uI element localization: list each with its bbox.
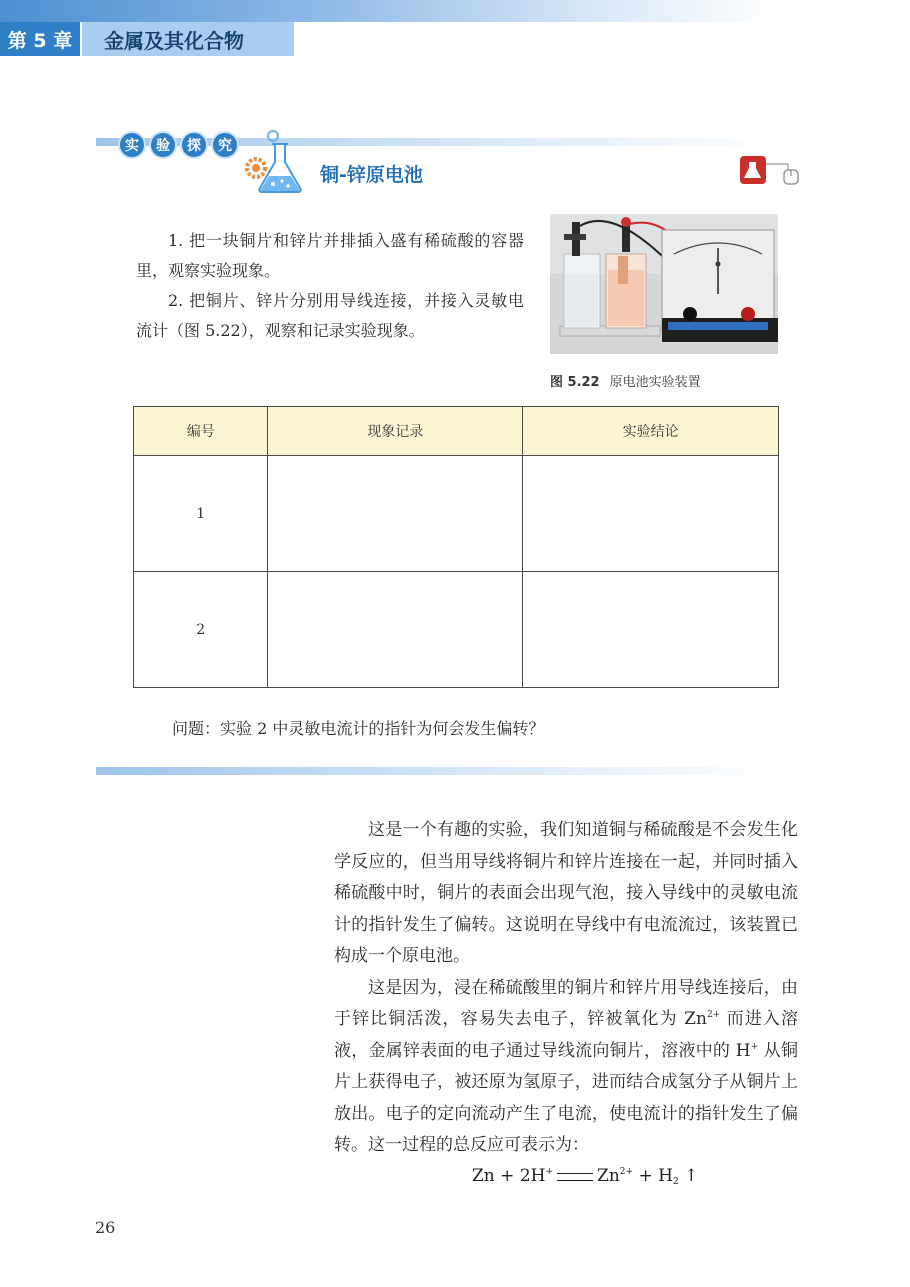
badge-char-4: 究	[211, 131, 239, 159]
step-1: 1. 把一块铜片和锌片并排插入盛有稀硫酸的容器里，观察实验现象。	[136, 231, 524, 280]
header-conclusion: 实验结论	[523, 407, 779, 456]
paragraph-2	[334, 973, 798, 1162]
chapter-title: 金属及其化合物	[82, 22, 294, 56]
paragraph-2-part-b: 而进入溶液，金属锌表面的电子通过导线流向铜片，溶液中的 H	[334, 1009, 799, 1061]
main-text	[334, 815, 798, 1162]
experiment-tools-icon	[738, 154, 808, 186]
observation-table	[133, 406, 779, 688]
table-row	[134, 456, 779, 572]
paragraph-2-part-a: 这是因为，浸在稀硫酸里的铜片和锌片用导线连接后，由于锌比铜活泼，容易失去电子，锌被氧化为 Zn	[334, 977, 798, 1029]
header-observation: 现象记录	[268, 407, 523, 456]
eq-h2-subscript: 2	[672, 1177, 679, 1187]
table-header-row	[134, 407, 779, 456]
badge-char-1: 实	[118, 131, 146, 159]
header-id: 编号	[134, 407, 268, 456]
gas-arrow-icon: ↑	[678, 1166, 699, 1186]
badge-char-3: 探	[180, 131, 208, 159]
row-id: 1	[134, 456, 268, 572]
section-divider	[96, 767, 782, 775]
eq-plus-h2: + H	[633, 1166, 673, 1186]
chapter-label: 第 5 章	[0, 22, 80, 56]
row-observation[interactable]	[268, 572, 523, 688]
figure-number: 图 5.22	[550, 375, 600, 390]
figure-caption-text: 原电池实验装置	[609, 375, 701, 390]
page-number: 26	[95, 1218, 116, 1237]
row-conclusion[interactable]	[523, 456, 779, 572]
row-conclusion[interactable]	[523, 572, 779, 688]
eq-zn-charge: 2+	[619, 1167, 634, 1177]
row-id: 2	[134, 572, 268, 688]
equals-sign	[557, 1173, 593, 1181]
eq-h-charge: +	[545, 1167, 554, 1177]
experiment-badge	[118, 131, 239, 159]
h-charge: +	[750, 1041, 759, 1052]
table-row	[134, 572, 779, 688]
figure-caption	[550, 371, 800, 390]
header-band	[0, 0, 910, 22]
experiment-steps	[136, 226, 524, 346]
experiment-question: 问题：实验 2 中灵敏电流计的指针为何会发生偏转？	[172, 719, 545, 738]
badge-char-2: 验	[149, 131, 177, 159]
paragraph-1: 这是一个有趣的实验，我们知道铜与稀硫酸是不会发生化学反应的，但当用导线将铜片和锌片连接在一起，并同时插入稀硫酸中时，铜片的表面会出现气泡，接入导线中的灵敏电流计的指针发生了偏转。这说明在导线中有电流流过，该装置已构成一个原电池。	[334, 820, 798, 966]
paragraph-2-part-c: 从铜片上获得电子，被还原为氢原子，进而结合成氢分子从铜片上放出。电子的定向流动产生了电流，使电流计的指针发生了偏转。这一过程的总反应可表示为：	[334, 1040, 799, 1155]
experiment-title: 铜-锌原电池	[320, 164, 423, 186]
cell-apparatus-photo	[550, 214, 778, 354]
eq-plus-2h: + 2H	[494, 1166, 546, 1186]
reaction-equation	[472, 1166, 698, 1186]
eq-zn: Zn	[472, 1166, 495, 1186]
zn-charge: 2+	[706, 1010, 721, 1020]
step-2: 2. 把铜片、锌片分别用导线连接，并接入灵敏电流计（图 5.22），观察和记录实验现象。	[136, 291, 524, 340]
row-observation[interactable]	[268, 456, 523, 572]
eq-zn-ion: Zn	[597, 1166, 620, 1186]
flask-gear-icon	[242, 128, 304, 194]
